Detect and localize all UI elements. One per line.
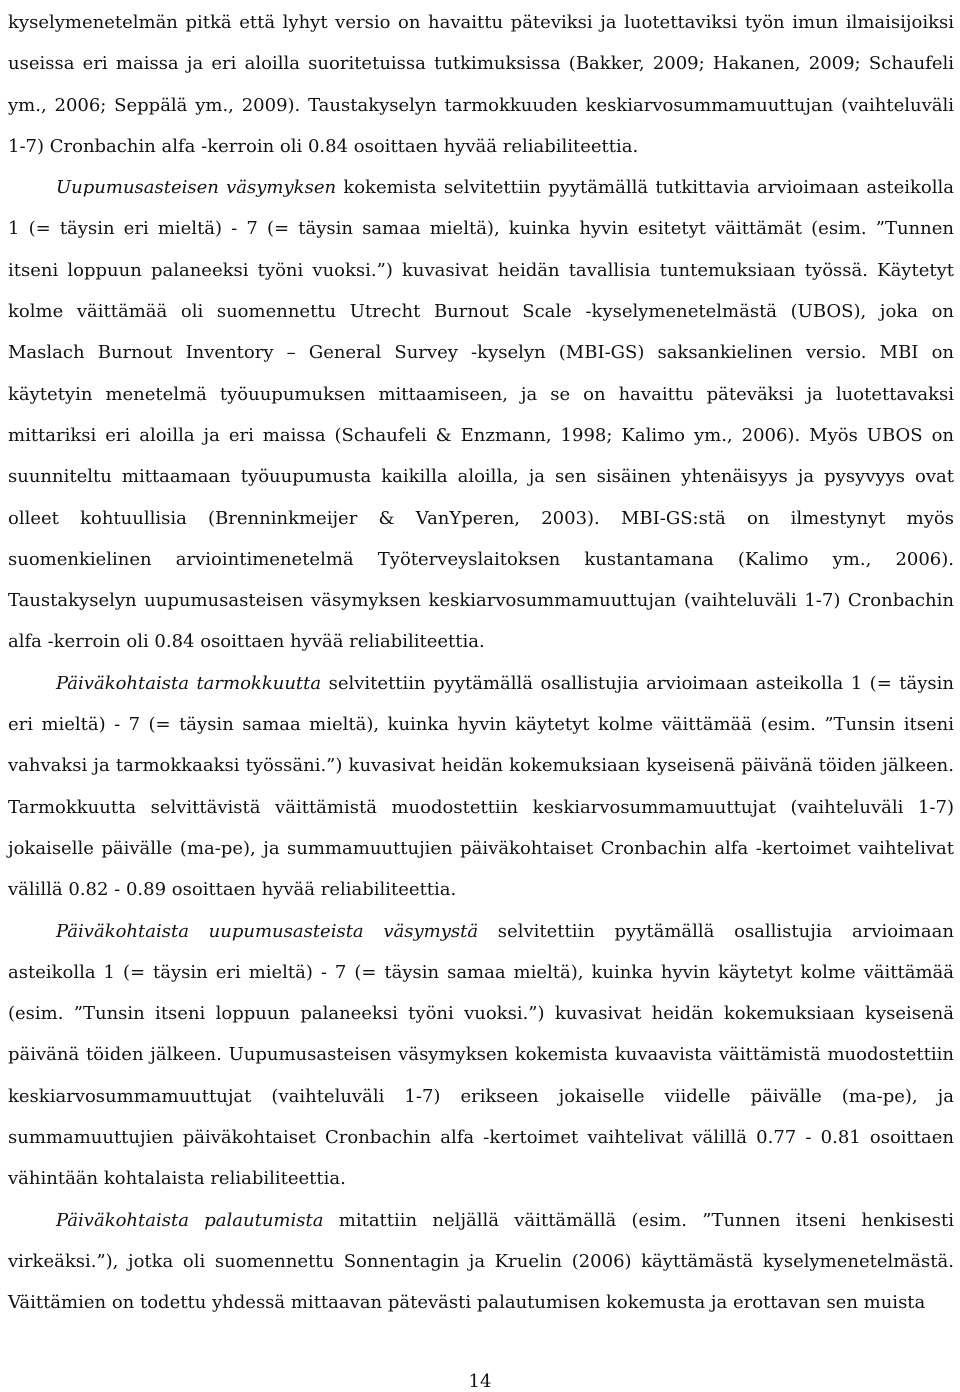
italic-term: Päiväkohtaista uupumusasteista väsymystä — [56, 920, 479, 942]
italic-term: Uupumusasteisen väsymyksen — [56, 177, 337, 199]
body-text — [8, 2, 954, 1324]
page-number: 14 — [468, 1371, 492, 1392]
paragraph — [8, 167, 954, 663]
paragraph-text: kokemista selvitettiin pyytämällä tutkittavia arvioimaan asteikolla 1 (= täysin eri mieltä) - 7 (= täysin samaa mieltä), kuinka hyvin esitetyt väittämät (esim. ”Tunnen itseni loppuun palaneeksi työni vuoksi.”) kuvasivat heidän tavallisia tuntemuksiaan työssä. Käytetyt kolme väittämää oli suomennettu Utrecht Burnout Scale -kyselymenetelmästä (UBOS), joka on Maslach Burnout Inventory – General Survey -kyselyn (MBI-GS) saksankielinen versio. MBI on käytetyin menetelmä työuupumuksen mittaamiseen, ja se on havaittu päteväksi ja luotettavaksi mittariksi eri aloilla ja eri maissa (Schaufeli & Enzmann, 1998; Kalimo ym., 2006). Myös UBOS on suunniteltu mittaamaan työuupumusta kaikilla aloilla, ja sen sisäinen yhtenäisyys ja pysyvyys ovat olleet kohtuullisia (Brenninkmeijer & VanYperen, 2003). MBI-GS:stä on ilmestynyt myös suomenkielinen arviointimenetelmä Työterveyslaitoksen kustantamana (Kalimo ym., 2006). Taustakyselyn uupumusasteisen väsymyksen keskiarvosummamuuttujan (vaihteluväli 1-7) Cronbachin alfa -kerroin oli 0.84 osoittaen hyvää reliabiliteettia. — [8, 177, 954, 653]
paragraph-text: selvitettiin pyytämällä osallistujia arvioimaan asteikolla 1 (= täysin eri mieltä) - 7 (= täysin samaa mieltä), kuinka hyvin käytetyt kolme väittämää (esim. ”Tunsin itseni loppuun palaneeksi työni vuoksi.”) kuvasivat heidän kokemuksiaan kyseisenä päivänä töiden jälkeen. Uupumusasteisen väsymyksen kokemista kuvaavista väittämistä muodostettiin keskiarvosummamuuttujat (vaihteluväli 1-7) erikseen jokaiselle viidelle päivälle (ma-pe), ja summamuuttujien päiväkohtaiset Cronbachin alfa -kertoimet vaihtelivat välillä 0.77 - 0.81 osoittaen vähintään kohtalaista reliabiliteettia. — [8, 920, 954, 1190]
italic-term: Päiväkohtaista palautumista — [56, 1209, 324, 1231]
paragraph — [8, 663, 954, 911]
italic-term: Päiväkohtaista tarmokkuutta — [56, 672, 322, 694]
paragraph — [8, 911, 954, 1200]
paragraph-text: selvitettiin pyytämällä osallistujia arvioimaan asteikolla 1 (= täysin eri mieltä) - 7 (= täysin samaa mieltä), kuinka hyvin käytetyt kolme väittämää (esim. ”Tunsin itseni vahvaksi ja tarmokkaaksi työssäni.”) kuvasivat heidän kokemuksiaan kyseisenä päivänä töiden jälkeen. Tarmokkuutta selvittävistä väittämistä muodostettiin keskiarvosummamuuttujat (vaihteluväli 1-7) jokaiselle päivälle (ma-pe), ja summamuuttujien päiväkohtaiset Cronbachin alfa -kertoimet vaihtelivat välillä 0.82 - 0.89 osoittaen hyvää reliabiliteettia. — [8, 672, 954, 901]
paragraph-text: mitattiin neljällä väittämällä (esim. ”Tunnen itseni henkisesti virkeäksi.”), jotka oli suomennettu Sonnentagin ja Kruelin (2006) käyttämästä kyselymenetelmästä. Väittämien on todettu yhdessä mittaavan pätevästi palautumisen kokemusta ja erottavan sen muista — [8, 1209, 954, 1314]
paragraph — [8, 2, 954, 167]
paragraph-text: kyselymenetelmän pitkä että lyhyt versio on havaittu päteviksi ja luotettaviksi työn imun ilmaisijoiksi useissa eri maissa ja eri aloilla suoritetuissa tutkimuksissa (Bakker, 2009; Hakanen, 2009; Schaufeli ym., 2006; Seppälä ym., 2009). Taustakyselyn tarmokkuuden keskiarvosummamuuttujan (vaihteluväli 1-7) Cronbachin alfa -kerroin oli 0.84 osoittaen hyvää reliabiliteettia. — [8, 12, 954, 157]
paragraph — [8, 1200, 954, 1324]
